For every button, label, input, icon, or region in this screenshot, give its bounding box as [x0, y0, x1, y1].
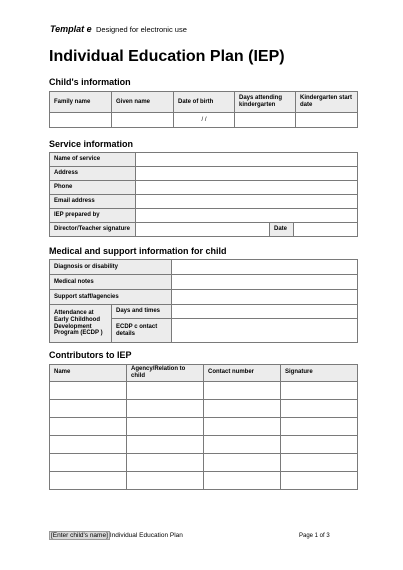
table-row [50, 381, 358, 399]
template-tag: Templat e [50, 24, 92, 34]
contributor-signature-cell[interactable] [281, 399, 358, 417]
date-field[interactable] [294, 223, 358, 237]
address-field[interactable] [136, 167, 358, 181]
column-header: Date of birth [174, 92, 235, 113]
document-title: Individual Education Plan (IEP) [49, 48, 285, 65]
days-times-field[interactable] [172, 305, 358, 319]
kindergarten-start-field[interactable] [296, 113, 358, 128]
section-title-contributors: Contributors to IEP [49, 350, 132, 360]
row-label: Medical notes [50, 275, 172, 290]
table-row [50, 399, 358, 417]
days-attending-field[interactable] [235, 113, 296, 128]
contributor-signature-cell[interactable] [281, 417, 358, 435]
phone-field[interactable] [136, 181, 358, 195]
row-label: Email address [50, 195, 136, 209]
section-title-childs-info: Child's information [49, 77, 131, 87]
footer-document-name [49, 532, 183, 539]
contributor-agency-cell[interactable] [127, 417, 204, 435]
row-label: Director/Teacher signature [50, 223, 136, 237]
family-name-field[interactable] [50, 113, 112, 128]
contributor-contact-cell[interactable] [204, 453, 281, 471]
column-header: Kindergarten start date [296, 92, 358, 113]
ecdp-contact-field[interactable] [172, 319, 358, 343]
date-of-birth-field[interactable]: / / [174, 113, 235, 128]
row-label: Support staff/agencies [50, 290, 172, 305]
contributor-signature-cell[interactable] [281, 435, 358, 453]
column-header: Name [50, 365, 127, 382]
contributor-name-cell[interactable] [50, 435, 127, 453]
given-name-field[interactable] [112, 113, 174, 128]
section-title-medical-info: Medical and support information for child [49, 246, 227, 256]
support-staff-field[interactable] [172, 290, 358, 305]
column-header: Contact number [204, 365, 281, 382]
footer-doc-label: Individual Education Plan [109, 532, 183, 539]
contributor-name-cell[interactable] [50, 453, 127, 471]
row-label: IEP prepared by [50, 209, 136, 223]
ecdp-attendance-label: Attendance at Early Childhood Development Program (ECDP ) [50, 305, 112, 343]
column-header: Family name [50, 92, 112, 113]
table-row [50, 417, 358, 435]
table-row [50, 471, 358, 489]
column-header: Given name [112, 92, 174, 113]
contributors-table [49, 364, 358, 490]
contributor-contact-cell[interactable] [204, 381, 281, 399]
contributor-name-cell[interactable] [50, 417, 127, 435]
service-name-field[interactable] [136, 153, 358, 167]
contributor-contact-cell[interactable] [204, 399, 281, 417]
childs-info-table [49, 91, 358, 128]
template-note: Designed for electronic use [96, 25, 187, 34]
contributor-agency-cell[interactable] [127, 381, 204, 399]
row-label: Name of service [50, 153, 136, 167]
medical-info-table [49, 259, 358, 343]
table-row [50, 453, 358, 471]
page-number: Page 1 of 3 [299, 533, 330, 539]
contributor-agency-cell[interactable] [127, 453, 204, 471]
section-title-service-info: Service information [49, 139, 134, 149]
prepared-by-field[interactable] [136, 209, 358, 223]
diagnosis-field[interactable] [172, 260, 358, 275]
contributor-signature-cell[interactable] [281, 453, 358, 471]
contributor-agency-cell[interactable] [127, 471, 204, 489]
row-label: Address [50, 167, 136, 181]
contributor-contact-cell[interactable] [204, 435, 281, 453]
contributor-contact-cell[interactable] [204, 471, 281, 489]
contributor-signature-cell[interactable] [281, 471, 358, 489]
date-label: Date [270, 223, 294, 237]
row-label: Days and times [112, 305, 172, 319]
contributor-signature-cell[interactable] [281, 381, 358, 399]
contributor-name-cell[interactable] [50, 381, 127, 399]
child-name-placeholder[interactable]: [Enter child's name] [51, 532, 108, 539]
contributor-contact-cell[interactable] [204, 417, 281, 435]
row-label: ECDP c ontact details [112, 319, 172, 343]
signature-field[interactable] [136, 223, 270, 237]
medical-notes-field[interactable] [172, 275, 358, 290]
service-info-table [49, 152, 358, 237]
contributor-agency-cell[interactable] [127, 399, 204, 417]
column-header: Agency/Relation to child [127, 365, 204, 382]
email-field[interactable] [136, 195, 358, 209]
contributor-name-cell[interactable] [50, 471, 127, 489]
contributor-name-cell[interactable] [50, 399, 127, 417]
column-header: Days attending kindergarten [235, 92, 296, 113]
table-row [50, 435, 358, 453]
column-header: Signature [281, 365, 358, 382]
row-label: Diagnosis or disability [50, 260, 172, 275]
row-label: Phone [50, 181, 136, 195]
contributor-agency-cell[interactable] [127, 435, 204, 453]
